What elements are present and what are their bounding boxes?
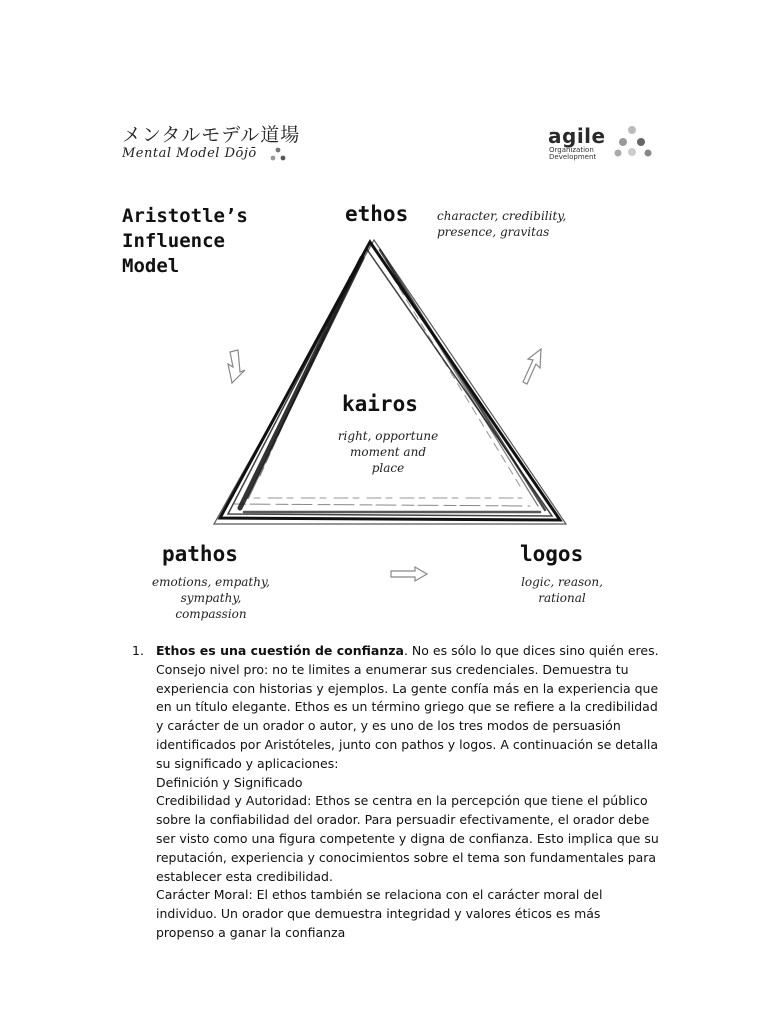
japanese-title: メンタルモデル道場 bbox=[122, 124, 301, 146]
pathos-note-line2: sympathy, compassion bbox=[175, 591, 247, 621]
pathos-label: pathos bbox=[162, 542, 238, 566]
kairos-label: kairos bbox=[342, 392, 418, 416]
list-item-body bbox=[156, 642, 662, 943]
numbered-list-item bbox=[132, 642, 662, 943]
logos-note-line2: rational bbox=[538, 591, 586, 605]
logos-label: logos bbox=[520, 542, 584, 566]
lead-text: . No es sólo lo que dices sino quién eres. Consejo nivel pro: no te limites a enumerar sus credenciales. Demuestra tu experiencia con historias y ejemplos. La gente confía más en la experiencia que en un título elegante. Ethos es un término griego que se refiere a la credibilidad y carácter de un orador o autor, y es uno de los tres modos de persuasión identificados por Aristóteles, junto con pathos y logos. A continuación se detalla su significado y aplicaciones: bbox=[156, 643, 659, 771]
brand-sub-line2: Development bbox=[549, 153, 597, 161]
logos-note bbox=[514, 574, 610, 606]
brand-logo-icon bbox=[612, 124, 656, 160]
kairos-note-line2: moment and place bbox=[349, 445, 426, 475]
arrow-right-icon bbox=[389, 565, 429, 583]
ethos-note-line1: character, credibility, bbox=[437, 209, 567, 223]
brand-name: agile bbox=[548, 124, 606, 148]
influence-triangle bbox=[200, 236, 580, 536]
kairos-note-line1: right, opportune bbox=[337, 429, 439, 443]
brand-subtitle bbox=[549, 147, 596, 161]
kairos-note bbox=[336, 428, 440, 476]
brand-sub-line1: Organization bbox=[549, 146, 594, 154]
credibility-paragraph: Credibilidad y Autoridad: Ethos se centra en la percepción que tiene el público sobre la confiabilidad del orador. Para persuadir efectivamente, el orador debe ser visto como una figura competente y digna de confianza. Esto implica que su reputación, experiencia y conocimientos sobre el tema son fundamentales para establecer esta credibilidad. bbox=[156, 793, 659, 884]
ethos-label: ethos bbox=[345, 202, 409, 226]
arrow-up-right-icon bbox=[515, 346, 547, 386]
list-number: 1. bbox=[132, 643, 144, 658]
ethos-note-line2: presence, gravitas bbox=[437, 225, 550, 239]
intro-paragraph bbox=[156, 642, 662, 774]
pathos-note-line1: emotions, empathy, bbox=[152, 575, 270, 589]
bold-lead: Ethos es una cuestión de confianza bbox=[156, 643, 404, 658]
dots-logo-icon bbox=[268, 146, 288, 164]
logos-note-line1: logic, reason, bbox=[521, 575, 603, 589]
moral-character-paragraph: Carácter Moral: El ethos también se relaciona con el carácter moral del individuo. Un orador que demuestra integridad y valores éticos es más propenso a ganar la confianza bbox=[156, 887, 603, 940]
pathos-note bbox=[146, 574, 276, 622]
arrow-up-left-icon bbox=[218, 346, 248, 386]
english-title: Mental Model Dōjō bbox=[122, 146, 257, 161]
diagram-title: Aristotle’s Influence Model bbox=[122, 205, 248, 277]
section-heading: Definición y Significado bbox=[156, 774, 303, 790]
